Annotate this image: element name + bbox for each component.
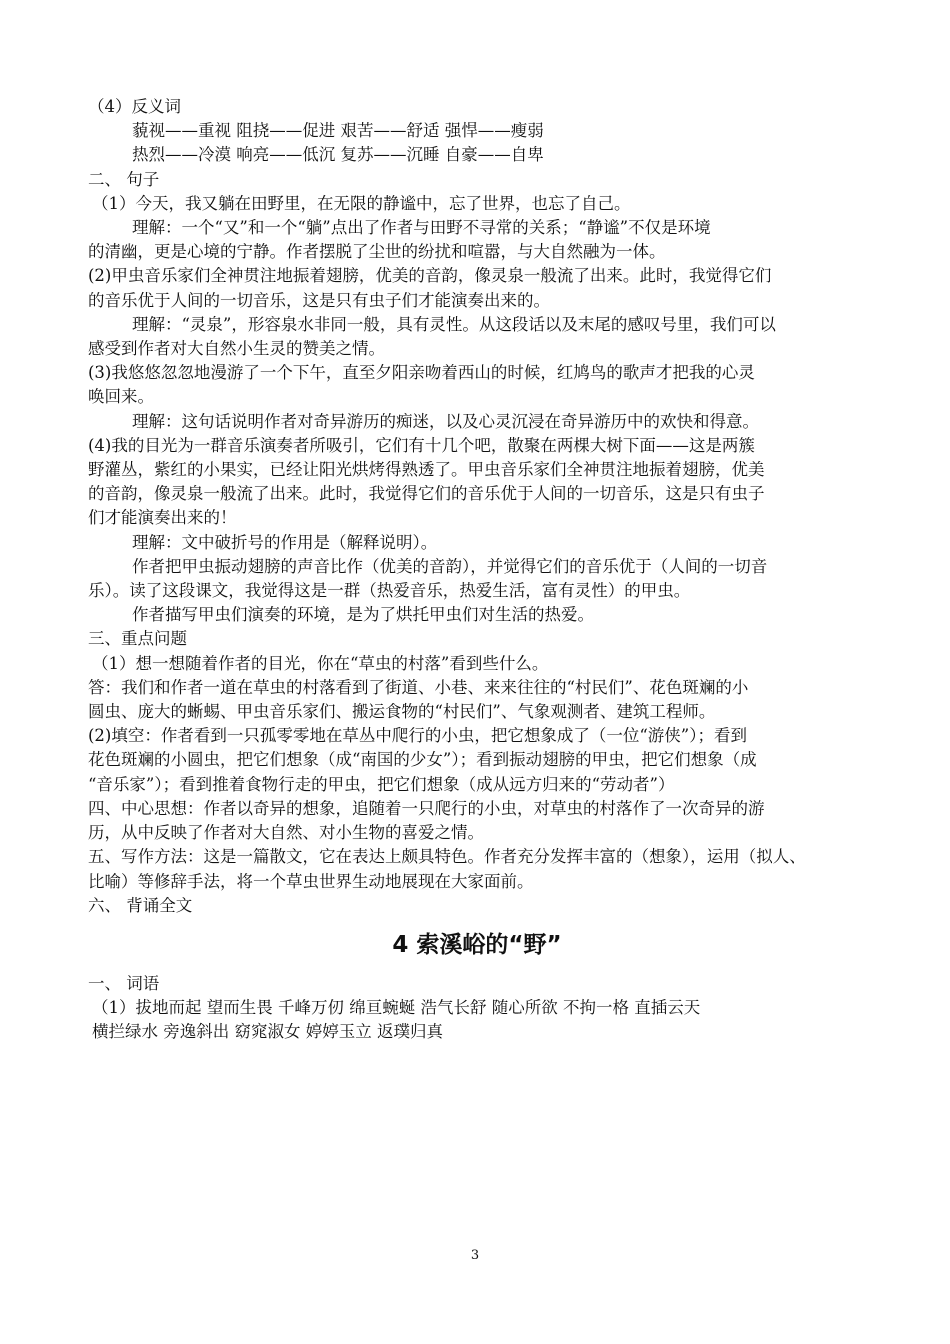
sentence-4-line-1: (4)我的目光为一群音乐演奏者所吸引，它们有十几个吧，散聚在两棵大树下面——这是两簇 (88, 435, 755, 455)
answer-1-line-1: 答：我们和作者一道在草虫的村落看到了街道、小巷、来来往往的“村民们”、花色斑斓的小 (88, 677, 749, 697)
explanation-2-line-2: 感受到作者对大自然小生灵的赞美之情。 (88, 339, 385, 359)
writing-method-line-2: 比喻）等修辞手法，将一个草虫世界生动地展现在大家面前。 (88, 871, 534, 891)
question-1: （1）想一想随着作者的目光，你在“草虫的村落”看到些什么。 (92, 653, 549, 673)
fill-in-line-3: “音乐家”）；看到推着食物行走的甲虫，把它们想象（成从远方归来的“劳动者”） (88, 774, 675, 794)
fill-in-line-1: (2)填空：作者看到一只孤零零地在草丛中爬行的小虫，把它想象成了（一位“游侠”）；看到 (88, 726, 747, 746)
sentence-4-line-3: 的音韵，像灵泉一般流了出来。此时，我觉得它们的音乐优于人间的一切音乐，这是只有虫子 (88, 484, 765, 504)
sentence-1: （1）今天，我又躺在田野里，在无限的静谧中，忘了世界，也忘了自己。 (92, 193, 631, 213)
explanation-4-line-2: 作者把甲虫振动翅膀的声音比作（优美的音韵），并觉得它们的音乐优于（人间的一切音 (132, 556, 768, 576)
heading-antonyms: （4）反义词 (88, 97, 181, 116)
central-idea-line-2: 历，从中反映了作者对大自然、对小生物的喜爱之情。 (88, 823, 484, 843)
vocabulary-line-2: 横拦绿水 旁逸斜出 窈窕淑女 婷婷玉立 返璞归真 (92, 1022, 443, 1042)
section-heading-vocabulary: 一、 词语 (88, 973, 160, 993)
explanation-4-line-3: 乐）。读了这段课文，我觉得这是一群（热爱音乐，热爱生活，富有灵性）的甲虫。 (88, 581, 691, 601)
fill-in-line-2: 花色斑斓的小圆虫，把它们想象（成“南国的少女”）；看到振动翅膀的甲虫，把它们想象（成 (88, 750, 757, 770)
sentence-2-line-1: (2)甲虫音乐家们全神贯注地振着翅膀，优美的音韵，像灵泉一般流了出来。此时，我觉得它们 (88, 266, 772, 286)
section-heading-recite: 六、 背诵全文 (88, 895, 193, 915)
sentence-4-line-2: 野灌丛，紫红的小果实，已经让阳光烘烤得熟透了。甲虫音乐家们全神贯注地振着翅膀，优美 (88, 460, 765, 480)
page-content (88, 95, 866, 1045)
section-heading-key-questions: 三、重点问题 (88, 629, 187, 649)
explanation-4-line-4: 作者描写甲虫们演奏的环境，是为了烘托甲虫们对生活的热爱。 (132, 605, 594, 625)
antonym-line-1: 藐视——重视 阻挠——促进 艰苦——舒适 强悍——瘦弱 (132, 121, 544, 141)
answer-1-line-2: 圆虫、庞大的蜥蜴、甲虫音乐家们、搬运食物的“村民们”、气象观测者、建筑工程师。 (88, 702, 716, 722)
central-idea-line-1: 四、中心思想：作者以奇异的想象，追随着一只爬行的小虫，对草虫的村落作了一次奇异的游 (88, 798, 765, 818)
explanation-1-line-2: 的清幽，更是心境的宁静。作者摆脱了尘世的纷扰和喧嚣，与大自然融为一体。 (88, 242, 666, 262)
writing-method-line-1: 五、写作方法：这是一篇散文，它在表达上颇具特色。作者充分发挥丰富的（想象），运用（拟人、 (88, 847, 806, 867)
explanation-1-line-1: 理解：一个“又”和一个“躺”点出了作者与田野不寻常的关系；“静谧”不仅是环境 (132, 218, 711, 238)
explanation-4-line-1: 理解：文中破折号的作用是（解释说明）。 (132, 532, 438, 552)
explanation-3: 理解：这句话说明作者对奇异游历的痴迷，以及心灵沉浸在奇异游历中的欢快和得意。 (132, 411, 759, 431)
page-number: 3 (470, 1248, 480, 1263)
lesson-title: 4 索溪峪的“野” (392, 931, 562, 958)
antonym-line-2: 热烈——冷漠 响亮——低沉 复苏——沉睡 自豪——自卑 (132, 145, 544, 165)
vocabulary-line-1: （1）拔地而起 望而生畏 千峰万仞 绵亘蜿蜒 浩气长舒 随心所欲 不拘一格 直插云天 (92, 998, 701, 1018)
sentence-4-line-4: 们才能演奏出来的！ (88, 508, 237, 528)
sentence-3-line-1: (3)我悠悠忽忽地漫游了一个下午，直至夕阳亲吻着西山的时候，红鸠鸟的歌声才把我的心灵 (88, 363, 755, 383)
sentence-2-line-2: 的音乐优于人间的一切音乐，这是只有虫子们才能演奏出来的。 (88, 290, 550, 310)
section-heading-sentences: 二、 句子 (88, 169, 160, 189)
explanation-2-line-1: 理解：“灵泉”，形容泉水非同一般，具有灵性。从这段话以及末尾的感叹号里，我们可以 (132, 314, 776, 334)
sentence-3-line-2: 唤回来。 (88, 387, 154, 407)
